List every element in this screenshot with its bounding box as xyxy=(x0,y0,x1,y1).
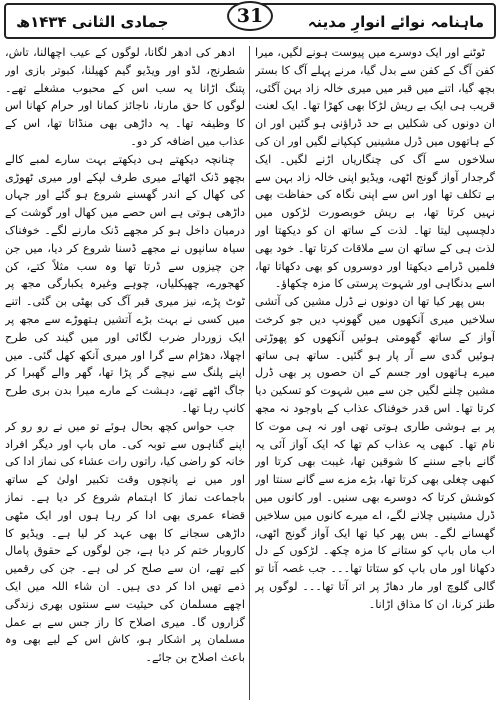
left-column xyxy=(5,44,245,700)
right-column xyxy=(255,44,495,700)
magazine-title: ماہنامہ نوائے انوارِ مدینہ xyxy=(307,13,484,31)
page-number: 31 xyxy=(227,1,273,31)
issue-date: جمادی الثانی ۱۴۳۴ھ xyxy=(16,13,169,31)
column-divider xyxy=(249,46,250,700)
paragraph: بس پھر کیا تھا ان دونوں نے ڈرل مشین کی آتشی سلاخیں میری آنکھوں میں گھونپ دیں جو کرخت آواز کے ساتھ گھومتی ہوئیں آنکھوں کو پھوڑتی ہوئیں گدی سے آر پار ہو گئیں۔ ساتھ ہی ساتھ میرے ہاتھوں اور جسم کے ان حصوں پر بھی ڈرل مشین چلنے لگیں جن سے میں شہوت کو تسکین دیا کرتا تھا۔ اس قدر خوفناک عذاب کے باوجود نہ مجھ پر بے ہوشی طاری ہوتی تھی اور نہ ہی موت کا نام تھا۔ کبھی یہ عذاب کم تھا کہ ایک آواز آئی یہ گانے باجے سننے کا شوقین تھا، غیبت بھی کرتا اور کبھی چغلی بھی کرتا تھا، بڑے مزے سے گانے سنتا اور کوشش کرتا کہ دوسرے بھی سنیں۔ اور کانوں میں ڈرل مشینیں چلانے لگے، اے میرے کانوں میں سلاخیں گھسانے لگے۔ بس پھر کیا تھا ایک آواز گونج اٹھی، اب ماں باپ کو ستانے کا مزہ چکھ۔ لڑکوں کے دل دکھانا اور ماں باپ کو ستاتا تھا۔۔۔ جب غصہ آتا تو گالی گلوچ اور مار دھاڑ پر اتر آتا تھا۔۔۔ لوگوں پر طنز کرنا، ان کا مذاق اڑانا۔ xyxy=(255,295,495,611)
paragraph: ٹوٹنے اور ایک دوسرے میں پیوست ہونے لگیں، میرا کفن آگ کے کفن سے بدل گیا، مرنے پہلے آگ کا بستر بچھ گیا، اتنے میں قبر میں میری خالہ زاد بہن آگئی، قریب ہی ایک بے ریش لڑکا بھی کھڑا تھا۔ ایک لعنت ان دونوں کی شکلیں بے حد ڈراؤنی ہو گئیں اور ان کے ہاتھوں میں ڈرل مشینیں کپکپانے لگیں اور ان کی سلاخوں سے آگ کی چنگاریاں اڑنے لگیں۔ ایک گرجدار آواز گونج اٹھی، ویڈیو اپنی خالہ زاد بہن سے بے تکلف تھا اور اس سے اپنی نگاہ کی حفاظت بھی نہیں کرتا تھا، بے ریش خوبصورت لڑکوں میں دلچسپی لیتا تھا۔ لذت کے ساتھ ان کو دیکھتا اور لذت ہی کے ساتھ ان سے ملاقات کرتا تھا۔ خود بھی فلمیں ڈرامے دیکھتا اور دوسروں کو بھی دکھاتا تھا، اسے بدنگاہی اور شہوت پرستی کا مزہ چکھاؤ۔ xyxy=(255,46,495,291)
paragraph: ادھر کی ادھر لگانا، لوگوں کے عیب اچھالنا، تاش، شطرنج، لڈو اور ویڈیو گیم کھیلنا، کبوتر بازی اور پتنگ اڑانا یہ سب اس کے محبوب مشغلے تھے۔ لوگوں کا حق مارنا، ناجائز کمانا اور حرام کھانا اس کا وظیفہ تھا۔ یہ داڑھی بھی منڈاتا تھا، اس کے عذاب میں اضافہ کر دو۔ xyxy=(5,46,245,148)
paragraph: چنانچہ دیکھتے ہی دیکھتے بہت سارے لمبے کالے بچھو ڈنک اٹھائے میری طرف لپکے اور میری ٹھوڑی کی کھال کے اندر گھسنے شروع ہو گئے اور جہاں داڑھی ہوتی ہے اس حصے میں کھال اور گوشت کے درمیان داخل ہو کر مجھے ڈنک مارنے لگے۔ خوفناک سیاہ سانپوں نے مجھے ڈسنا شروع کر دیا، میں جن جن چیزوں سے ڈرتا تھا وہ سب مثلاً کتے، کن کھجورے، چھپکلیاں، چوہے وغیرہ یکبارگی مجھ پر ٹوٹ پڑے، نیز میری قبر آگ کی بھٹی بن گئی۔ اتنے میں کسی نے بہت بڑے آتشیں ہتھوڑے سے مجھ پر ایک زوردار ضرب لگائی اور میں گیند کی طرح اچھلا، دھڑام سے گرا اور میری آنکھ کھل گئی۔ میں اپنے پلنگ سے نیچے گر پڑا تھا، گھر والے گھبرا کر جاگ اٹھے تھے، دہشت کے مارے میرا بدن بری طرح کانپ رہا تھا۔ xyxy=(5,152,245,415)
paragraph: جب حواس کچھ بحال ہوئے تو میں نے رو رو کر اپنے گناہوں سے توبہ کی۔ ماں باپ اور دیگر افراد خانہ کو راضی کیا، راتوں رات عشاء کی نماز ادا کی اور میں نے پانچوں وقت تکبیر اولیٰ کے ساتھ باجماعت نماز کا اہتمام شروع کر دیا ہے۔ نماز قضاء عمری بھی ادا کر رہا ہوں اور ایک مٹھی داڑھی سجانے کا بھی عہد کر لیا ہے۔ ویڈیو کا کاروبار ختم کر دیا ہے، جن لوگوں کے حقوق پامال کیے تھے، ان سے صلح کر لی ہے۔ جن کی رقمیں ذمے تھیں ادا کر دی ہیں۔ ان شاء اللہ میں ایک اچھے مسلمان کی حیثیت سے سنتوں بھری زندگی گزاروں گا۔ میری اصلاح کا راز جس سے بے عمل مسلمان پر اشکار ہو، کاش اس کے لیے بھی وہ باعث اصلاح بن جائے۔ xyxy=(5,419,245,665)
